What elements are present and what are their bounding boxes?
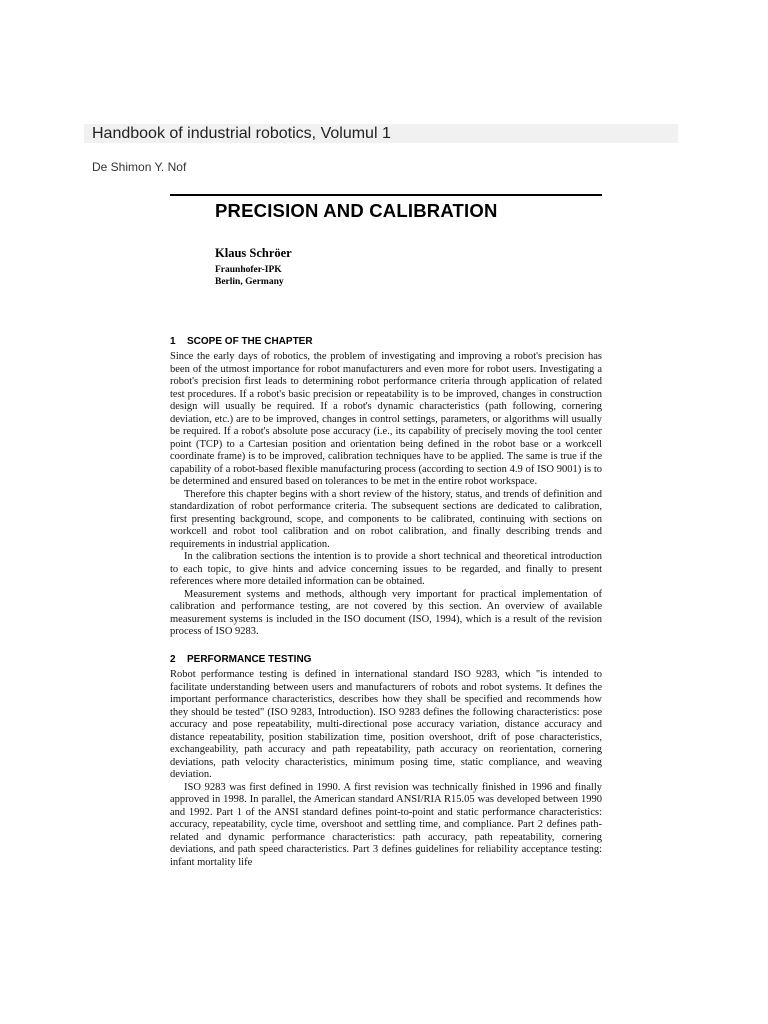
- paragraph: In the calibration sections the intention is to provide a short technical and theoretical introduction to each topic, to give hints and advice concerning issues to be regarded, and finally to present references where more detailed information can be obtained.: [170, 551, 602, 587]
- section-heading-scope: [170, 336, 313, 347]
- paragraph: Measurement systems and methods, although very important for practical implementation of calibration and performance testing, are not covered by this section. An overview of available measurement systems is included in the ISO document (ISO, 1994), which is a result of the revision process of ISO 9283.: [170, 588, 602, 637]
- author-block: [215, 246, 292, 288]
- author-location: Berlin, Germany: [215, 277, 284, 287]
- section-body-scope: [170, 351, 602, 639]
- paragraph: ISO 9283 was first defined in 1990. A first revision was technically finished in 1996 and finally approved in 1998. In parallel, the American standard ANSI/RIA R15.05 was developed between 1990 and 1992. Part 1 of the ANSI standard defines point-to-point and static performance characteristics: accuracy, repeatability, cycle time, overshoot and settling time, and compliance. Part 2 defines path-related and dynamic performance characteristics: path accuracy, path repeatability, cornering deviations, and path speed characteristics. Part 3 defines guidelines for reliability acceptance testing: infant mortality life: [170, 781, 602, 868]
- book-title[interactable]: Handbook of industrial robotics, Volumul 1: [84, 124, 678, 143]
- section-number: 1: [170, 336, 176, 347]
- paragraph: Therefore this chapter begins with a short review of the history, status, and trends of definition and standardization of robot performance criteria. The subsequent sections are dedicated to calibration, first presenting background, scope, and components to be calibrated, continuing with sections on workcell and robot tool calibration and on robot calibration, and finally describing trends and requirements in industrial application.: [170, 488, 602, 550]
- section-heading-performance: [170, 654, 311, 665]
- paragraph: Robot performance testing is defined in international standard ISO 9283, which "is intended to facilitate understanding between users and manufacturers of robots and robot systems. It defines the important performance characteristics, describes how they shall be specified and recommends how they should be tested" (ISO 9283, Introduction). ISO 9283 defines the following characteristics: pose accuracy and pose repeatability, multi-directional pose accuracy variation, distance accuracy and distance repeatability, position stabilization time, position overshoot, drift of pose characteristics, exchangeability, path accuracy and path repeatability, path accuracy on reorientation, cornering deviations, path velocity characteristics, minimum posing time, static compliance, and weaving deviation.: [170, 669, 602, 780]
- chapter-title: PRECISION AND CALIBRATION: [215, 200, 498, 221]
- top-rule: [170, 194, 602, 196]
- paragraph: Since the early days of robotics, the problem of investigating and improving a robot's precision has been of the utmost importance for robot manufacturers and even more for robot users. Investigating a robot's precision first leads to determining robot performance criteria through application of related test procedures. If a robot's basic precision or repeatability is to be improved, changes in construction design will usually be required. If a robot's dynamic characteristics (path following, cornering deviation, etc.) are to be improved, changes in control settings, parameters, or algorithms will usually be required. If a robot's absolute pose accuracy (i.e., its capability of precisely moving the tool center point (TCP) to a Cartesian position and orientation being defined in the robot base or a workcell coordinate frame) is to be improved, calibration techniques have to be applied. The same is true if the capability of a robot-based flexible manufacturing process (according to section 4.9 of ISO 9001) is to be determined and ensured based on tolerances to be met in the entire robot workspace.: [170, 351, 602, 487]
- section-title: SCOPE OF THE CHAPTER: [187, 336, 313, 347]
- section-number: 2: [170, 654, 176, 665]
- document-page: [165, 190, 607, 1010]
- section-title: PERFORMANCE TESTING: [187, 654, 312, 665]
- author-affiliation: Fraunhofer-IPK: [215, 265, 282, 275]
- book-author: De Shimon Y. Nof: [92, 160, 187, 174]
- section-body-performance: [170, 669, 602, 869]
- author-name: Klaus Schröer: [215, 246, 292, 260]
